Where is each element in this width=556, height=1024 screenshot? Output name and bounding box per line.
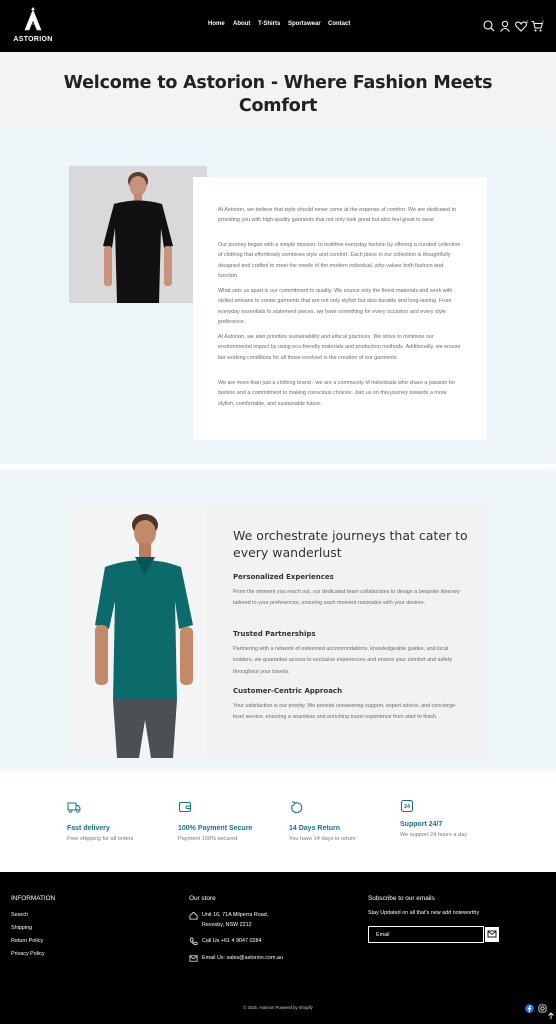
about-paragraph-3: What sets us apart is our commitment to quality. We source only the finest materials and work with skilled artisans to create garments that are not only stylish but also durable and long-lasting. From everyday essentials to statement pieces, we have something for every occasion and every style preference. — [218, 288, 453, 326]
journeys-item-title: Trusted Partnerships — [233, 630, 316, 638]
feature-title: 100% Payment Secure — [178, 825, 253, 832]
svg-text:0: 0 — [541, 19, 544, 24]
cart-icon[interactable] — [530, 19, 544, 33]
feature-subtitle: We support 24 hours a day — [400, 832, 468, 838]
journeys-item-text: Your satisfaction is our priority. We provide unwavering support, expert advice, and concierge-level service, ensuring a seamless and enriching travel experience from start to finish. — [233, 703, 457, 721]
journeys-title: We orchestrate journeys that cater to every wanderlust — [233, 528, 468, 560]
footer-info-heading: INFORMATION — [11, 895, 56, 902]
facebook-icon[interactable] — [525, 1004, 534, 1013]
store-address-line-1: Unit 16, 71A Milperra Road, — [202, 912, 269, 918]
nav-tshirts[interactable]: T-Shirts — [258, 21, 281, 27]
store-address-line-2: Revesby, NSW 2212 — [202, 922, 252, 928]
footer-link-return-policy[interactable]: Return Policy — [11, 938, 44, 944]
nav-sportswear[interactable]: Sportswear — [288, 21, 321, 27]
footer-link-search[interactable]: Search — [11, 912, 29, 918]
feature-subtitle: Free shipping for all orders — [67, 836, 134, 842]
scroll-to-top-icon[interactable] — [547, 1011, 555, 1021]
footer-subscribe-heading: Subscribe to our emails — [368, 895, 435, 902]
feature-title: Fast delivery — [67, 825, 110, 832]
newsletter-email-input[interactable]: Email — [368, 926, 484, 943]
model-teal-polo-image — [69, 505, 207, 758]
svg-text:24: 24 — [403, 804, 411, 811]
about-paragraph-2: Our journey began with a simple mission: to redefine everyday fashion by offering a curated collection of clothing that effortlessly combines style and comfort. Each piece in our collection is thoughtfully designed and crafted to meet the needs of the modern individual, who values both fashion and function. — [218, 242, 461, 280]
newsletter-submit-button[interactable] — [485, 927, 499, 942]
about-paragraph-1: At Astorion, we believe that style should never come at the expense of comfort. We are dedicated to providing you with high-quality garments that not only look great but also feel great to wear. — [218, 207, 457, 224]
svg-text:ASTORION: ASTORION — [13, 36, 53, 43]
nav-home[interactable]: Home — [208, 21, 225, 27]
nav-contact[interactable]: Contact — [328, 21, 351, 27]
journeys-item-title: Customer-Centric Approach — [233, 687, 343, 695]
search-icon[interactable] — [482, 19, 496, 33]
journeys-item-text: Partnering with a network of esteemed accommodations, knowledgeable guides, and local insiders, we guarantee access to exclusive experiences and ensure your comfort and safety throughout your travels. — [233, 646, 453, 675]
feature-title: Support 24/7 — [400, 821, 443, 828]
footer-store-heading: Our store — [189, 895, 216, 902]
store-phone[interactable]: Call Us +61 4 9047 0284 — [202, 938, 262, 944]
feature-subtitle: Payment 100% secured — [178, 836, 238, 842]
mail-icon — [485, 927, 499, 942]
model-black-tshirt-image — [69, 166, 207, 303]
svg-text:0: 0 — [526, 19, 529, 24]
copyright-text: © 2025, Astorion Powered by Shopify — [243, 1005, 313, 1010]
footer-subscribe-text: Stay Updated on all that's new add noteworthy — [368, 910, 480, 916]
feature-title: 14 Days Return — [289, 825, 340, 832]
footer-link-privacy-policy[interactable]: Privacy Policy — [11, 951, 45, 957]
feature-subtitle: You have 14 days to return — [289, 836, 356, 842]
journeys-item-text: From the moment you reach out, our dedicated team collaborates to design a bespoke itinerary tailored to your preferences, ensuring each moment resonates with your desires. — [233, 589, 460, 607]
phone-icon — [189, 937, 198, 946]
mail-icon — [189, 954, 198, 963]
support-24-icon — [400, 799, 414, 813]
wishlist-icon[interactable] — [514, 19, 528, 33]
about-paragraph-5: We are more than just a clothing brand - we are a community of individuals who share a passion for fashion and a commitment to making conscious choices. Join us on this journey towards a more stylish, comfortable, and sustainable future. — [218, 380, 456, 407]
journeys-item-title: Personalized Experiences — [233, 573, 334, 581]
nav-about[interactable]: About — [233, 21, 251, 27]
payment-wallet-icon — [178, 800, 192, 814]
account-icon[interactable] — [498, 19, 512, 33]
instagram-icon[interactable] — [538, 1004, 547, 1013]
astorion-logo[interactable] — [8, 8, 58, 46]
store-email[interactable]: Email Us: sales@astorion.com.au — [202, 955, 283, 961]
return-arrow-icon — [289, 800, 303, 814]
footer-link-shipping[interactable]: Shipping — [11, 925, 32, 931]
home-icon — [189, 911, 198, 920]
about-paragraph-4: At Astorion, we also prioritize sustainability and ethical practices. We strive to minimize our environmental impact by using eco-friendly materials and production methods. Additionally, we ensure fair working conditions for all those involved in the creation of our garments. — [218, 334, 461, 361]
site-footer — [0, 872, 556, 1024]
delivery-truck-icon — [67, 800, 81, 814]
page-title: Welcome to Astorion - Where Fashion Meets Comfort — [63, 73, 493, 116]
